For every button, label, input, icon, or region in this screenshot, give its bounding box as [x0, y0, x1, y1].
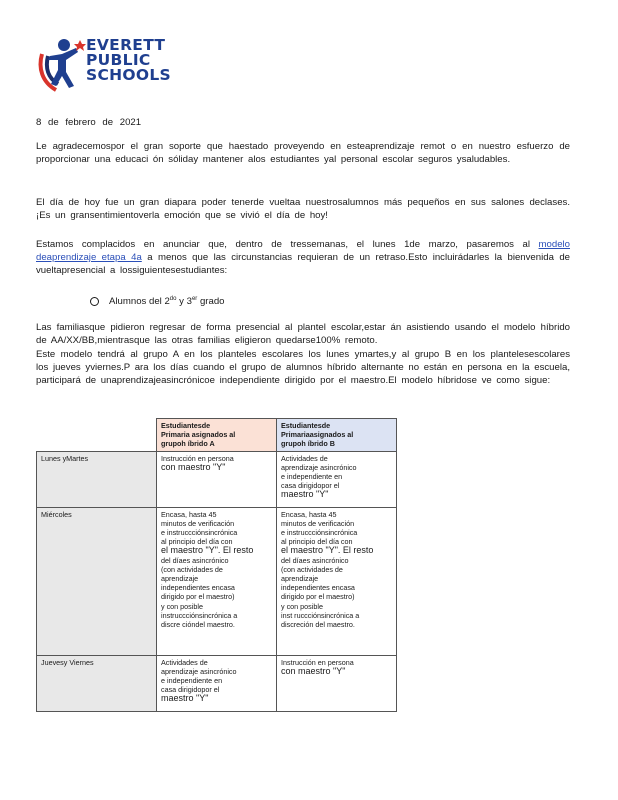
header-group-a: Estudiantesde Primaria asignados al grupoh íbrido A — [157, 419, 277, 452]
cell-a-thu-fri: Actividades de aprendizaje asincrónico e independiente en casa dirigidopor el maestro "Y" — [157, 655, 277, 711]
row-day-mon-tue: Lunes yMartes — [37, 451, 157, 507]
paragraph-today: El día de hoy fue un gran diapara poder tenerde vueltaa nuestrosalumnos más pequeños en sus salones declases.¡Es un gransentimientoverla emoción que se vivió el día de hoy! — [36, 197, 570, 222]
district-logo — [36, 34, 176, 94]
row-day-thu-fri: Juevesy Viernes — [37, 655, 157, 711]
logo-wordmark: EVERETT PUBLIC SCHOOLS — [86, 36, 172, 84]
table-row — [37, 655, 397, 711]
bullet-item-grades — [90, 296, 225, 307]
paragraph-thanks: Le agradecemospor el gran soporte que haestado proveyendo en esteaprendizaje remot o en nuestro esfuerzo de proporcionar una educaci ón sóliday mantener alos estudiantes yal personal escolar seguros ysaludables. — [36, 141, 570, 166]
cell-b-mon-tue: Actividades de aprendizaje asincrónico e independiente en casa dirigidopor el maestro "Y" — [277, 451, 397, 507]
paragraph-announcement: Estamos complacidos en anunciar que, dentro de tressemanas, el lunes 1de marzo, pasaremos al modelo deaprendizaje etapa 4a a menos que las circunstancias requieran de un retraso.Esto incluirádarles la bienvenida de vueltapresencial a lossiguientesestudiantes: — [36, 239, 570, 277]
letter-date: 8 de febrero de 2021 — [36, 117, 142, 128]
cell-a-mon-tue: Instrucción en persona con maestro "Y" — [157, 451, 277, 507]
paragraph-families: Las familiasque pidieron regresar de forma presencial al plantel escolar,estar án asistiendo usando el modelo híbrido de AA/XX/BB,mientrasque las otras familias eligieron quedarse100% remoto. — [36, 322, 570, 347]
cell-a-wed: Encasa, hasta 45 minutos de verificación e instruccciónsincrónica al principio del día con el maestro "Y". El resto del díaes asincrónico (con actividades de aprendizaje independientes encasa dirigido por el maestro) y con posible instruccciónsincrónica a discre cióndel maestro. — [157, 507, 277, 655]
bullet-circle-icon — [90, 297, 99, 306]
hybrid-schedule-table — [36, 418, 397, 712]
learning-model-link[interactable]: modelo deaprendizaje etapa 4a — [36, 239, 570, 264]
logo-figure-icon — [36, 34, 88, 94]
cell-b-thu-fri: Instrucción en persona con maestro "Y" — [277, 655, 397, 711]
cell-b-wed: Encasa, hasta 45 minutos de verificación e instruccciónsincrónica al principio del día con el maestro "Y". El resto del díaes asincrónico (con actividades de aprendizaje independientes encasa dirigido por el maestro) y con posible inst ruccciónsincrónica a discreción del maestro. — [277, 507, 397, 655]
header-group-b: Estudiantesde Primariaasignados al grupoh íbrido B — [277, 419, 397, 452]
paragraph-model: Este modelo tendrá al grupo A en los planteles escolares los lunes ymartes,y al grupo B en los plantelesescolares los jueves yviernes.P ara los días cuando el grupo de alumnos híbrido alternante no están en persona en la escuela, participará de unaprendizajeasincrónicoe independiente dirigido por el maestro.El modelo híbridose ve como sigue: — [36, 349, 570, 387]
table-row — [37, 507, 397, 655]
table-header-row — [37, 419, 397, 452]
bullet-text: Alumnos del $2^{do}$ y 3er grado — [109, 296, 225, 308]
table-row — [37, 451, 397, 507]
row-day-wed: Miércoles — [37, 507, 157, 655]
table-header-empty — [37, 419, 157, 452]
